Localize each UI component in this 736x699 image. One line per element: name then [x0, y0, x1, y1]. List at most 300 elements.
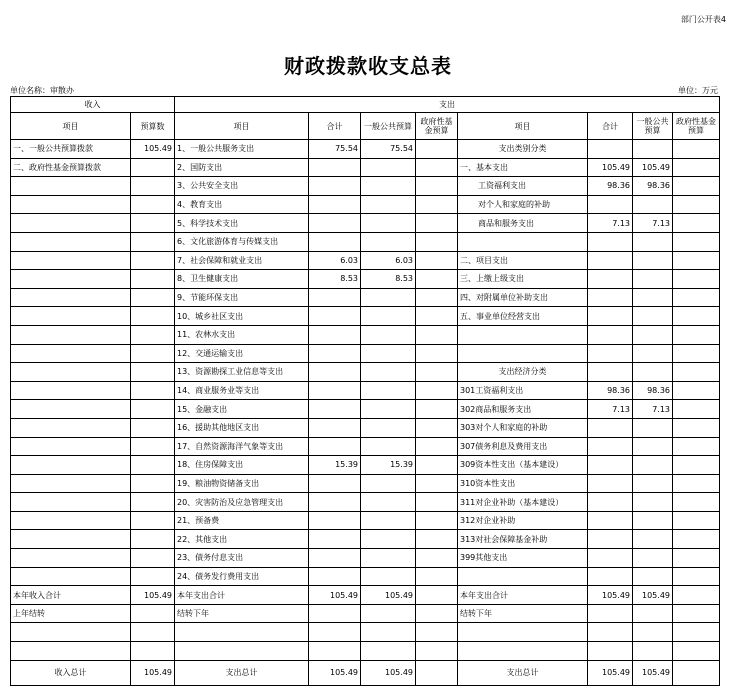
- func-total-cell: [309, 437, 361, 456]
- func-general-cell: [361, 623, 416, 642]
- func-fund-cell: [416, 493, 458, 512]
- func-fund-cell: [416, 418, 458, 437]
- econ-general-cell: [633, 456, 673, 475]
- table-row: [11, 586, 720, 605]
- func-general-cell: [361, 325, 416, 344]
- func-general-cell: [361, 437, 416, 456]
- econ-general-cell: 105.49: [633, 586, 673, 605]
- income-amount-cell: [131, 549, 175, 568]
- func-item-cell: 3、公共安全支出: [175, 177, 309, 196]
- func-item-cell: 15、金融支出: [175, 400, 309, 419]
- income-item-cell: [11, 195, 131, 214]
- income-item-cell: [11, 511, 131, 530]
- econ-general-cell: [633, 344, 673, 363]
- econ-total-cell: [588, 344, 633, 363]
- func-total-cell: [309, 381, 361, 400]
- econ-item-cell: 302商品和服务支出: [458, 400, 588, 419]
- econ-item-cell: 309资本性支出（基本建设）: [458, 456, 588, 475]
- income-amount-cell: [131, 437, 175, 456]
- func-general-cell: 105.49: [361, 586, 416, 605]
- econ-item-cell: 支出经济分类: [458, 363, 588, 382]
- func-general-cell: [361, 549, 416, 568]
- table-row: [11, 195, 720, 214]
- econ-fund-cell: [673, 530, 720, 549]
- income-amount-cell: [131, 158, 175, 177]
- func-general-cell: [361, 344, 416, 363]
- func-total-cell: [309, 177, 361, 196]
- income-item-cell: [11, 567, 131, 586]
- income-item-cell: [11, 456, 131, 475]
- table-row: [11, 363, 720, 382]
- func-general-cell: [361, 158, 416, 177]
- econ-general-cell: [633, 623, 673, 642]
- func-total-cell: 75.54: [309, 140, 361, 159]
- income-amount-cell: [131, 251, 175, 270]
- func-item-cell: 12、交通运输支出: [175, 344, 309, 363]
- income-item-cell: [11, 493, 131, 512]
- income-amount-cell: [131, 288, 175, 307]
- total-econ-general-cell: 105.49: [633, 660, 673, 685]
- econ-fund-cell: [673, 140, 720, 159]
- income-item-cell: [11, 642, 131, 661]
- income-item-cell: [11, 474, 131, 493]
- income-item-cell: [11, 270, 131, 289]
- table-row: [11, 270, 720, 289]
- income-item-cell: [11, 549, 131, 568]
- func-general-cell: [361, 493, 416, 512]
- table-row: [11, 214, 720, 233]
- econ-item-cell: 一、基本支出: [458, 158, 588, 177]
- func-fund-cell: [416, 195, 458, 214]
- econ-item-cell: [458, 642, 588, 661]
- econ-general-cell: [633, 270, 673, 289]
- econ-general-cell: [633, 493, 673, 512]
- income-group-header: 收入: [11, 97, 175, 113]
- func-fund-cell: [416, 344, 458, 363]
- econ-item-cell: [458, 232, 588, 251]
- econ-fund-cell: [673, 214, 720, 233]
- table-row: [11, 232, 720, 251]
- func-fund-cell: [416, 214, 458, 233]
- func-total-cell: [309, 604, 361, 623]
- func-fund-header: 政府性基金预算: [416, 113, 458, 140]
- econ-general-cell: [633, 288, 673, 307]
- func-general-cell: 15.39: [361, 456, 416, 475]
- func-general-header: 一般公共预算: [361, 113, 416, 140]
- income-item-cell: [11, 288, 131, 307]
- func-fund-cell: [416, 549, 458, 568]
- table-row: [11, 158, 720, 177]
- income-amount-cell: [131, 307, 175, 326]
- econ-item-cell: 二、项目支出: [458, 251, 588, 270]
- econ-item-header: 项目: [458, 113, 588, 140]
- econ-item-cell: 五、事业单位经营支出: [458, 307, 588, 326]
- func-item-cell: 20、灾害防治及应急管理支出: [175, 493, 309, 512]
- econ-general-cell: [633, 307, 673, 326]
- income-amount-cell: [131, 493, 175, 512]
- econ-fund-cell: [673, 325, 720, 344]
- econ-total-cell: [588, 325, 633, 344]
- income-item-cell: 一、一般公共预算拨款: [11, 140, 131, 159]
- func-total-cell: [309, 400, 361, 419]
- income-item-cell: [11, 437, 131, 456]
- econ-total-cell: [588, 363, 633, 382]
- econ-item-cell: 三、上缴上级支出: [458, 270, 588, 289]
- func-item-cell: 7、社会保障和就业支出: [175, 251, 309, 270]
- econ-fund-cell: [673, 177, 720, 196]
- econ-total-cell: [588, 140, 633, 159]
- grand-total-row: [11, 660, 720, 685]
- income-item-cell: [11, 418, 131, 437]
- table-row: [11, 511, 720, 530]
- income-amount-cell: [131, 567, 175, 586]
- econ-fund-cell: [673, 623, 720, 642]
- table-row: [11, 456, 720, 475]
- func-general-cell: [361, 363, 416, 382]
- func-general-cell: [361, 214, 416, 233]
- func-total-cell: [309, 549, 361, 568]
- income-amount-cell: [131, 270, 175, 289]
- func-item-cell: 5、科学技术支出: [175, 214, 309, 233]
- econ-fund-cell: [673, 567, 720, 586]
- econ-general-cell: [633, 363, 673, 382]
- func-total-cell: 6.03: [309, 251, 361, 270]
- income-amount-cell: [131, 456, 175, 475]
- table-row: [11, 642, 720, 661]
- budget-summary-table: [10, 96, 720, 686]
- econ-item-cell: 307债务利息及费用支出: [458, 437, 588, 456]
- econ-general-cell: 7.13: [633, 214, 673, 233]
- func-item-cell: 11、农林水支出: [175, 325, 309, 344]
- table-row: [11, 344, 720, 363]
- func-total-cell: [309, 642, 361, 661]
- econ-general-cell: 105.49: [633, 158, 673, 177]
- econ-total-cell: [588, 418, 633, 437]
- func-general-cell: [361, 511, 416, 530]
- func-total-cell: [309, 288, 361, 307]
- econ-item-cell: 311对企业补助（基本建设）: [458, 493, 588, 512]
- func-fund-cell: [416, 567, 458, 586]
- expense-group-header: 支出: [175, 97, 720, 113]
- total-income-item-cell: 收入总计: [11, 660, 131, 685]
- income-item-cell: [11, 344, 131, 363]
- page-title: 财政拨款收支总表: [284, 54, 452, 78]
- func-fund-cell: [416, 307, 458, 326]
- table-row: [11, 325, 720, 344]
- econ-fund-cell: [673, 381, 720, 400]
- econ-item-cell: [458, 567, 588, 586]
- econ-item-cell: 支出类别分类: [458, 140, 588, 159]
- total-income-amount-cell: 105.49: [131, 660, 175, 685]
- func-fund-cell: [416, 177, 458, 196]
- econ-item-cell: 对个人和家庭的补助: [458, 195, 588, 214]
- econ-fund-cell: [673, 456, 720, 475]
- table-row: [11, 604, 720, 623]
- econ-general-cell: [633, 232, 673, 251]
- econ-total-cell: [588, 642, 633, 661]
- func-fund-cell: [416, 437, 458, 456]
- econ-item-cell: 312对企业补助: [458, 511, 588, 530]
- income-item-header: 项目: [11, 113, 131, 140]
- income-amount-cell: [131, 381, 175, 400]
- econ-total-cell: [588, 437, 633, 456]
- table-row: [11, 381, 720, 400]
- income-amount-cell: [131, 177, 175, 196]
- table-row: [11, 623, 720, 642]
- func-general-cell: [361, 288, 416, 307]
- func-fund-cell: [416, 270, 458, 289]
- income-amount-cell: [131, 325, 175, 344]
- func-general-cell: [361, 530, 416, 549]
- econ-total-cell: [588, 288, 633, 307]
- func-item-cell: 13、资源勘探工业信息等支出: [175, 363, 309, 382]
- func-total-cell: [309, 232, 361, 251]
- econ-item-cell: 303对个人和家庭的补助: [458, 418, 588, 437]
- econ-total-cell: [588, 623, 633, 642]
- econ-general-cell: [633, 251, 673, 270]
- func-general-cell: 75.54: [361, 140, 416, 159]
- econ-general-cell: [633, 530, 673, 549]
- econ-item-cell: 399其他支出: [458, 549, 588, 568]
- income-item-cell: [11, 400, 131, 419]
- func-general-cell: [361, 307, 416, 326]
- func-item-cell: 10、城乡社区支出: [175, 307, 309, 326]
- func-item-cell: 19、粮油物资储备支出: [175, 474, 309, 493]
- econ-general-cell: [633, 511, 673, 530]
- income-item-cell: [11, 251, 131, 270]
- table-row: [11, 530, 720, 549]
- func-total-header: 合计: [309, 113, 361, 140]
- func-total-cell: [309, 418, 361, 437]
- func-general-cell: [361, 232, 416, 251]
- func-general-cell: [361, 177, 416, 196]
- func-item-cell: 2、国防支出: [175, 158, 309, 177]
- table-row: [11, 177, 720, 196]
- econ-total-cell: [588, 251, 633, 270]
- table-row: [11, 418, 720, 437]
- econ-total-cell: [588, 307, 633, 326]
- income-amount-cell: 105.49: [131, 586, 175, 605]
- func-fund-cell: [416, 288, 458, 307]
- econ-item-cell: 310资本性支出: [458, 474, 588, 493]
- func-fund-cell: [416, 511, 458, 530]
- econ-fund-header: 政府性基金预算: [673, 113, 720, 140]
- econ-fund-cell: [673, 195, 720, 214]
- econ-fund-cell: [673, 232, 720, 251]
- econ-total-cell: [588, 511, 633, 530]
- econ-fund-cell: [673, 363, 720, 382]
- income-item-cell: [11, 363, 131, 382]
- func-item-cell: 21、预备费: [175, 511, 309, 530]
- econ-general-cell: [633, 474, 673, 493]
- econ-total-cell: 7.13: [588, 400, 633, 419]
- func-total-cell: 8.53: [309, 270, 361, 289]
- econ-total-cell: [588, 270, 633, 289]
- func-item-cell: 结转下年: [175, 604, 309, 623]
- func-item-cell: 本年支出合计: [175, 586, 309, 605]
- econ-item-cell: [458, 325, 588, 344]
- income-item-cell: [11, 307, 131, 326]
- total-econ-total-cell: 105.49: [588, 660, 633, 685]
- func-item-cell: 8、卫生健康支出: [175, 270, 309, 289]
- func-total-cell: [309, 511, 361, 530]
- func-general-cell: [361, 567, 416, 586]
- econ-general-cell: [633, 604, 673, 623]
- econ-item-cell: [458, 344, 588, 363]
- func-fund-cell: [416, 530, 458, 549]
- income-amount-cell: [131, 418, 175, 437]
- econ-general-header: 一般公共预算: [633, 113, 673, 140]
- income-amount-cell: [131, 344, 175, 363]
- income-amount-cell: [131, 604, 175, 623]
- func-fund-cell: [416, 325, 458, 344]
- table-row: [11, 400, 720, 419]
- econ-total-cell: 7.13: [588, 214, 633, 233]
- func-item-cell: 22、其他支出: [175, 530, 309, 549]
- func-total-cell: [309, 363, 361, 382]
- econ-fund-cell: [673, 418, 720, 437]
- table-row: [11, 307, 720, 326]
- econ-total-cell: [588, 232, 633, 251]
- func-item-cell: 18、住房保障支出: [175, 456, 309, 475]
- econ-fund-cell: [673, 400, 720, 419]
- table-row: [11, 140, 720, 159]
- econ-total-cell: [588, 456, 633, 475]
- econ-total-cell: [588, 474, 633, 493]
- econ-total-cell: 98.36: [588, 177, 633, 196]
- econ-general-cell: [633, 325, 673, 344]
- func-total-cell: [309, 325, 361, 344]
- income-amount-cell: [131, 530, 175, 549]
- econ-fund-cell: [673, 288, 720, 307]
- func-total-cell: [309, 493, 361, 512]
- econ-item-cell: 313对社会保障基金补助: [458, 530, 588, 549]
- currency-unit-label: 单位：万元: [678, 86, 718, 95]
- func-fund-cell: [416, 232, 458, 251]
- econ-general-cell: [633, 642, 673, 661]
- econ-total-cell: 105.49: [588, 586, 633, 605]
- table-row: [11, 474, 720, 493]
- total-func-fund-cell: [416, 660, 458, 685]
- unit-name-label: 单位名称：审散办: [10, 86, 74, 95]
- econ-fund-cell: [673, 158, 720, 177]
- econ-total-header: 合计: [588, 113, 633, 140]
- table-row: [11, 549, 720, 568]
- func-item-cell: 6、文化旅游体育与传媒支出: [175, 232, 309, 251]
- total-econ-item-cell: 支出总计: [458, 660, 588, 685]
- econ-item-cell: 结转下年: [458, 604, 588, 623]
- func-total-cell: [309, 307, 361, 326]
- table-row: [11, 251, 720, 270]
- econ-fund-cell: [673, 437, 720, 456]
- econ-general-cell: 98.36: [633, 177, 673, 196]
- func-total-cell: 15.39: [309, 456, 361, 475]
- econ-general-cell: 7.13: [633, 400, 673, 419]
- econ-general-cell: [633, 195, 673, 214]
- income-item-cell: [11, 381, 131, 400]
- econ-fund-cell: [673, 344, 720, 363]
- income-amount-cell: [131, 511, 175, 530]
- income-item-cell: [11, 232, 131, 251]
- func-general-cell: [361, 381, 416, 400]
- func-general-cell: [361, 474, 416, 493]
- econ-fund-cell: [673, 493, 720, 512]
- income-amount-cell: [131, 232, 175, 251]
- income-amount-cell: [131, 623, 175, 642]
- econ-total-cell: [588, 195, 633, 214]
- econ-general-cell: [633, 418, 673, 437]
- func-general-cell: [361, 604, 416, 623]
- income-item-cell: [11, 177, 131, 196]
- func-general-cell: [361, 642, 416, 661]
- econ-general-cell: 98.36: [633, 381, 673, 400]
- econ-item-cell: 四、对附属单位补助支出: [458, 288, 588, 307]
- econ-general-cell: [633, 140, 673, 159]
- econ-total-cell: 98.36: [588, 381, 633, 400]
- func-total-cell: [309, 567, 361, 586]
- func-fund-cell: [416, 642, 458, 661]
- func-item-cell: 4、教育支出: [175, 195, 309, 214]
- econ-item-cell: 本年支出合计: [458, 586, 588, 605]
- econ-fund-cell: [673, 586, 720, 605]
- func-total-cell: [309, 158, 361, 177]
- income-amount-cell: [131, 195, 175, 214]
- table-row: [11, 567, 720, 586]
- func-general-cell: [361, 418, 416, 437]
- header-row-columns: [11, 113, 720, 140]
- func-total-cell: [309, 623, 361, 642]
- econ-general-cell: [633, 437, 673, 456]
- func-fund-cell: [416, 381, 458, 400]
- econ-item-cell: 商品和服务支出: [458, 214, 588, 233]
- func-item-cell: 16、援助其他地区支出: [175, 418, 309, 437]
- econ-general-cell: [633, 549, 673, 568]
- func-item-header: 项目: [175, 113, 309, 140]
- func-item-cell: 1、一般公共服务支出: [175, 140, 309, 159]
- func-fund-cell: [416, 251, 458, 270]
- econ-fund-cell: [673, 642, 720, 661]
- func-total-cell: [309, 344, 361, 363]
- func-item-cell: [175, 623, 309, 642]
- func-fund-cell: [416, 400, 458, 419]
- func-item-cell: 24、债务发行费用支出: [175, 567, 309, 586]
- func-total-cell: [309, 474, 361, 493]
- econ-total-cell: [588, 530, 633, 549]
- table-row: [11, 288, 720, 307]
- func-item-cell: 23、债务付息支出: [175, 549, 309, 568]
- func-item-cell: 14、商业服务业等支出: [175, 381, 309, 400]
- income-item-cell: 本年收入合计: [11, 586, 131, 605]
- income-amount-cell: [131, 363, 175, 382]
- econ-fund-cell: [673, 474, 720, 493]
- econ-fund-cell: [673, 604, 720, 623]
- table-row: [11, 437, 720, 456]
- func-fund-cell: [416, 456, 458, 475]
- func-fund-cell: [416, 158, 458, 177]
- econ-fund-cell: [673, 307, 720, 326]
- header-row-groups: [11, 97, 720, 113]
- income-amount-cell: [131, 642, 175, 661]
- income-item-cell: 上年结转: [11, 604, 131, 623]
- func-total-cell: [309, 530, 361, 549]
- func-total-cell: 105.49: [309, 586, 361, 605]
- econ-fund-cell: [673, 251, 720, 270]
- func-item-cell: 9、节能环保支出: [175, 288, 309, 307]
- func-fund-cell: [416, 623, 458, 642]
- table-row: [11, 493, 720, 512]
- func-fund-cell: [416, 474, 458, 493]
- income-amount-cell: [131, 400, 175, 419]
